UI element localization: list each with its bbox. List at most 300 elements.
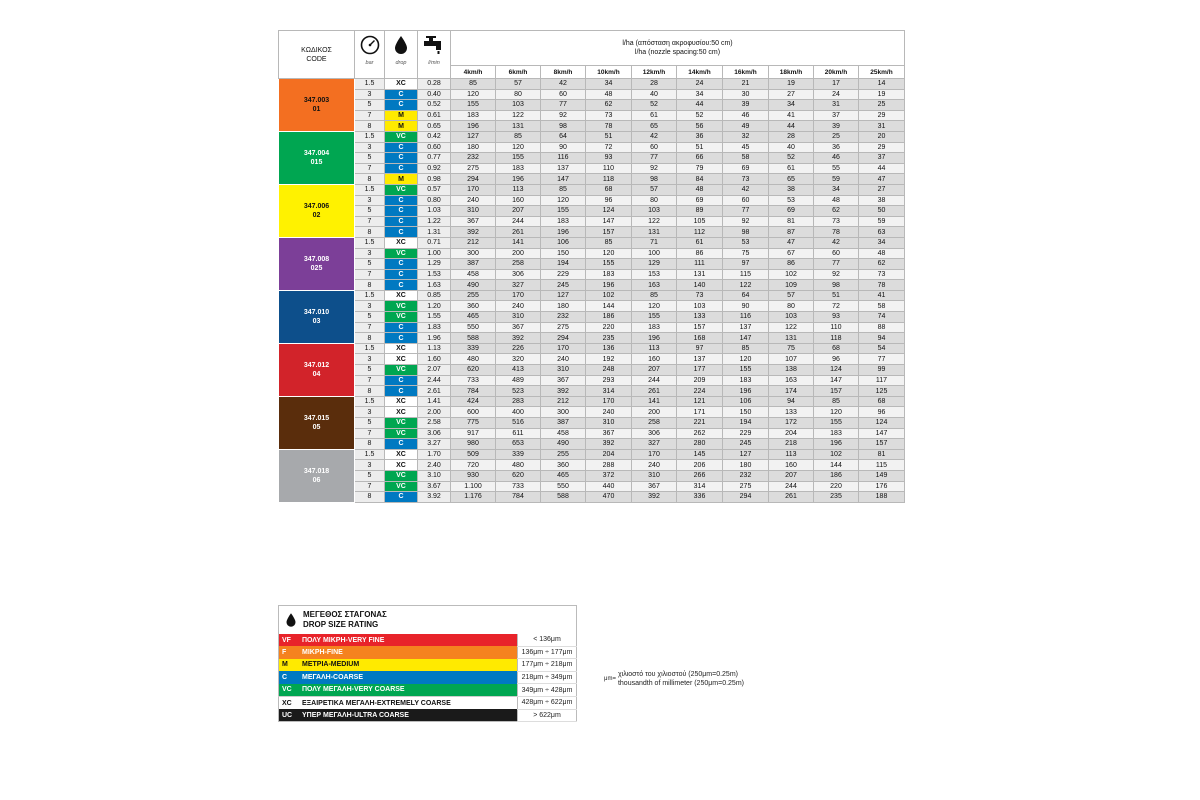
rate-cell: 1.176 [451,492,496,503]
flow-cell: 1.22 [418,216,451,227]
drop-size-cell: XC [385,407,418,418]
pressure-cell: 7 [355,110,385,121]
flow-cell: 0.77 [418,153,451,164]
drop-size-cell: XC [385,449,418,460]
rate-cell: 261 [769,492,814,503]
flow-cell: 0.85 [418,290,451,301]
rate-cell: 46 [723,110,769,121]
rate-cell: 480 [496,460,541,471]
micrometer-note-greek: χιλιοστό του χιλιοστού (250μm=0.25m) [617,671,738,678]
pressure-cell: 3 [355,354,385,365]
rate-cell: 116 [723,312,769,323]
rate-cell: 124 [814,365,859,376]
rate-cell: 183 [632,322,677,333]
rate-cell: 600 [451,407,496,418]
rate-cell: 85 [632,290,677,301]
drop-size-cell: VC [385,470,418,481]
rate-cell: 39 [723,100,769,111]
rate-cell: 206 [677,460,723,471]
pressure-cell: 8 [355,439,385,450]
rate-cell: 42 [814,237,859,248]
rate-cell: 480 [451,354,496,365]
micrometer-note [604,670,744,688]
rate-cell: 65 [769,174,814,185]
rate-cell: 131 [769,333,814,344]
flow-cell: 0.98 [418,174,451,185]
flow-cell: 1.63 [418,280,451,291]
rate-cell: 170 [586,396,632,407]
legend-abbr: M [279,659,300,672]
rate-cell: 61 [677,237,723,248]
rate-cell: 60 [632,142,677,153]
table-row [279,365,905,376]
flow-cell: 0.71 [418,237,451,248]
rate-cell: 310 [632,470,677,481]
rate-cell: 310 [541,365,586,376]
rate-cell: 294 [541,333,586,344]
rate-cell: 177 [677,365,723,376]
rate-cell: 110 [814,322,859,333]
rate-cell: 155 [723,365,769,376]
rate-cell: 27 [769,89,814,100]
drop-size-cell: C [385,100,418,111]
rate-cell: 106 [541,237,586,248]
flow-cell: 0.57 [418,184,451,195]
rate-cell: 244 [632,375,677,386]
rate-cell: 392 [496,333,541,344]
rate-cell: 1.100 [451,481,496,492]
rate-cell: 147 [814,375,859,386]
rate-cell: 255 [451,290,496,301]
rate-cell: 392 [451,227,496,238]
rate-cell: 77 [541,100,586,111]
rate-cell: 240 [451,195,496,206]
rate-cell: 550 [541,481,586,492]
table-row [279,301,905,312]
rate-cell: 192 [586,354,632,365]
rate-cell: 32 [723,131,769,142]
table-row [279,333,905,344]
rate-cell: 36 [814,142,859,153]
pressure-cell: 8 [355,121,385,132]
rate-cell: 392 [586,439,632,450]
rate-cell: 98 [814,280,859,291]
flow-cell: 3.10 [418,470,451,481]
pressure-cell: 8 [355,174,385,185]
rate-cell: 73 [586,110,632,121]
rate-cell: 207 [632,365,677,376]
rate-cell: 465 [451,312,496,323]
rate-cell: 48 [859,248,905,259]
table-row [279,206,905,217]
rate-cell: 57 [496,79,541,90]
rate-cell: 145 [677,449,723,460]
rate-cell: 85 [541,184,586,195]
rate-cell: 121 [677,396,723,407]
flow-cell: 1.29 [418,259,451,270]
rate-cell: 68 [859,396,905,407]
rate-cell: 140 [677,280,723,291]
rate-cell: 235 [586,333,632,344]
rate-cell: 147 [541,174,586,185]
pressure-cell: 3 [355,142,385,153]
rate-cell: 62 [586,100,632,111]
rate-cell: 196 [586,280,632,291]
rate-cell: 28 [769,131,814,142]
pressure-cell: 5 [355,365,385,376]
rate-cell: 25 [859,100,905,111]
rate-cell: 125 [859,386,905,397]
rate-cell: 42 [723,184,769,195]
rate-cell: 41 [859,290,905,301]
drop-size-cell: C [385,195,418,206]
drop-size-cell: VC [385,184,418,195]
rate-cell: 300 [451,248,496,259]
rate-cell: 917 [451,428,496,439]
rate-cell: 470 [586,492,632,503]
rate-cell: 588 [451,333,496,344]
rate-cell: 196 [496,174,541,185]
rate-cell: 137 [723,322,769,333]
rate-cell: 275 [723,481,769,492]
pressure-cell: 3 [355,89,385,100]
rate-cell: 56 [677,121,723,132]
rate-cell: 127 [541,290,586,301]
rate-cell: 183 [541,216,586,227]
rate-cell: 176 [859,481,905,492]
pressure-cell: 3 [355,407,385,418]
rate-cell: 44 [769,121,814,132]
rate-cell: 163 [632,280,677,291]
rate-cell: 168 [677,333,723,344]
rate-cell: 157 [814,386,859,397]
table-row [279,79,905,90]
rate-cell: 170 [632,449,677,460]
rate-cell: 62 [859,259,905,270]
pressure-cell: 5 [355,418,385,429]
rate-cell: 103 [769,312,814,323]
rate-cell: 103 [677,301,723,312]
table-row [279,269,905,280]
table-row [279,407,905,418]
rate-cell: 186 [586,312,632,323]
rate-cell: 88 [859,322,905,333]
rate-cell: 45 [723,142,769,153]
pressure-cell: 3 [355,301,385,312]
rate-cell: 204 [586,449,632,460]
rate-cell: 53 [723,237,769,248]
rate-cell: 34 [586,79,632,90]
rate-cell: 77 [814,259,859,270]
rate-cell: 120 [632,301,677,312]
rate-cell: 127 [723,449,769,460]
rate-cell: 90 [723,301,769,312]
rate-cell: 163 [769,375,814,386]
rate-cell: 92 [632,163,677,174]
rate-cell: 85 [586,237,632,248]
pressure-cell: 1.5 [355,184,385,195]
rate-cell: 78 [859,280,905,291]
pressure-cell: 5 [355,470,385,481]
rate-cell: 73 [859,269,905,280]
pressure-cell: 7 [355,163,385,174]
rate-cell: 103 [632,206,677,217]
rate-cell: 196 [541,227,586,238]
table-row [279,449,905,460]
rate-cell: 106 [723,396,769,407]
rate-cell: 232 [451,153,496,164]
rate-cell: 509 [451,449,496,460]
flow-cell: 0.40 [418,89,451,100]
rate-cell: 720 [451,460,496,471]
rate-cell: 116 [541,153,586,164]
pressure-cell: 7 [355,481,385,492]
rate-cell: 42 [632,131,677,142]
rate-cell: 784 [451,386,496,397]
rate-cell: 229 [541,269,586,280]
drop-size-cell: XC [385,290,418,301]
rate-cell: 112 [677,227,723,238]
rate-cell: 155 [541,206,586,217]
rate-cell: 258 [632,418,677,429]
rate-cell: 387 [451,259,496,270]
rate-cell: 367 [632,481,677,492]
nozzle-flow-table [278,30,905,503]
rate-cell: 183 [723,375,769,386]
pressure-cell: 3 [355,195,385,206]
rate-cell: 75 [723,248,769,259]
rate-cell: 71 [632,237,677,248]
rate-cell: 183 [451,110,496,121]
rate-cell: 19 [859,89,905,100]
nozzle-code-cell: 347.012 04 [279,343,355,396]
rate-cell: 170 [496,290,541,301]
rate-cell: 244 [769,481,814,492]
rate-cell: 122 [496,110,541,121]
rate-cell: 180 [723,460,769,471]
rate-cell: 52 [769,153,814,164]
rate-cell: 280 [677,439,723,450]
rate-cell: 160 [496,195,541,206]
rate-cell: 87 [769,227,814,238]
flow-cell: 1.20 [418,301,451,312]
rate-cell: 73 [677,290,723,301]
table-row [279,216,905,227]
rate-cell: 261 [632,386,677,397]
drop-size-cell: XC [385,343,418,354]
legend-size: 177μm ÷ 218μm [518,659,577,672]
rate-cell: 50 [859,206,905,217]
drop-size-cell: XC [385,460,418,471]
rate-cell: 48 [677,184,723,195]
table-row [279,354,905,365]
rate-cell: 102 [586,290,632,301]
flow-cell: 0.80 [418,195,451,206]
drop-size-cell: M [385,110,418,121]
legend-row [279,709,577,722]
rate-cell: 392 [632,492,677,503]
drop-size-cell: M [385,174,418,185]
drop-size-cell: M [385,121,418,132]
rate-cell: 98 [541,121,586,132]
rate-cell: 67 [769,248,814,259]
rate-cell: 44 [677,100,723,111]
table-row [279,184,905,195]
rate-cell: 28 [632,79,677,90]
legend-name: ΠΟΛΥ ΜΕΓΑΛΗ-VERY COARSE [299,684,518,697]
rate-cell: 147 [723,333,769,344]
rate-cell: 293 [586,375,632,386]
table-row [279,100,905,111]
rate-cell: 20 [859,131,905,142]
rate-cell: 115 [859,460,905,471]
rate-cell: 183 [496,163,541,174]
rate-cell: 153 [632,269,677,280]
rate-cell: 131 [632,227,677,238]
rate-cell: 620 [496,470,541,481]
faucet-icon [422,35,446,55]
rate-cell: 90 [541,142,586,153]
rate-cell: 360 [541,460,586,471]
rate-cell: 172 [769,418,814,429]
pressure-gauge-icon [360,35,380,55]
rate-cell: 58 [859,301,905,312]
rate-cell: 137 [677,354,723,365]
pressure-cell: 8 [355,492,385,503]
drop-size-cell: XC [385,237,418,248]
table-row [279,89,905,100]
legend-row [279,671,577,684]
rate-cell: 147 [859,428,905,439]
rate-cell: 57 [769,290,814,301]
rate-cell: 68 [586,184,632,195]
rate-cell: 196 [632,333,677,344]
rate-cell: 155 [451,100,496,111]
flow-cell: 2.00 [418,407,451,418]
rate-cell: 255 [541,449,586,460]
rate-cell: 59 [859,216,905,227]
rate-cell: 122 [632,216,677,227]
rate-cell: 131 [677,269,723,280]
rate-cell: 160 [769,460,814,471]
rate-cell: 55 [814,163,859,174]
rate-cell: 89 [677,206,723,217]
flow-cell: 2.07 [418,365,451,376]
legend-name: ΜΙΚΡΗ-FINE [299,646,518,659]
rate-cell: 144 [814,460,859,471]
pressure-cell: 7 [355,269,385,280]
rate-cell: 150 [723,407,769,418]
rate-cell: 180 [451,142,496,153]
rate-cell: 31 [859,121,905,132]
flow-cell: 1.41 [418,396,451,407]
drop-icon [285,612,297,628]
rate-cell: 85 [451,79,496,90]
rate-cell: 117 [859,375,905,386]
flow-cell: 2.44 [418,375,451,386]
flow-cell: 2.40 [418,460,451,471]
rate-cell: 226 [496,343,541,354]
legend-row [279,646,577,659]
table-row [279,492,905,503]
rate-cell: 94 [859,333,905,344]
rate-cell: 245 [723,439,769,450]
rate-cell: 372 [586,470,632,481]
rate-cell: 490 [541,439,586,450]
flow-cell: 3.27 [418,439,451,450]
rate-cell: 245 [541,280,586,291]
rate-cell: 62 [814,206,859,217]
rate-cell: 157 [586,227,632,238]
rate-cell: 367 [586,428,632,439]
pressure-cell: 5 [355,259,385,270]
flow-cell: 1.03 [418,206,451,217]
rate-cell: 60 [814,248,859,259]
rate-cell: 74 [859,312,905,323]
rate-cell: 212 [541,396,586,407]
rate-cell: 138 [769,365,814,376]
rate-cell: 58 [723,153,769,164]
legend-size: > 622μm [518,709,577,722]
rate-cell: 200 [632,407,677,418]
rate-cell: 69 [769,206,814,217]
rate-cell: 144 [586,301,632,312]
flow-cell: 0.60 [418,142,451,153]
rate-cell: 115 [723,269,769,280]
rate-cell: 360 [451,301,496,312]
drop-size-cell: C [385,333,418,344]
rate-cell: 294 [723,492,769,503]
pressure-header: bar [355,31,385,79]
rate-cell: 92 [723,216,769,227]
legend-name: ΠΟΛΥ ΜΙΚΡΗ-VERY FINE [299,634,518,646]
speed-header: 4km/h [451,66,496,79]
flow-cell: 0.52 [418,100,451,111]
rate-cell: 294 [451,174,496,185]
flow-cell: 1.60 [418,354,451,365]
rate-cell: 34 [814,184,859,195]
flow-header: l/min [418,31,451,79]
table-row [279,439,905,450]
rate-cell: 367 [451,216,496,227]
rate-cell: 31 [814,100,859,111]
drop-size-cell: VC [385,131,418,142]
drop-size-cell: C [385,322,418,333]
rate-cell: 51 [586,131,632,142]
rate-cell: 229 [723,428,769,439]
pressure-cell: 5 [355,100,385,111]
rate-cell: 306 [496,269,541,280]
rate-cell: 387 [541,418,586,429]
flow-cell: 3.67 [418,481,451,492]
rate-cell: 310 [496,312,541,323]
rate-cell: 489 [496,375,541,386]
legend-name: ΕΞΑΙΡΕΤΙΚΑ ΜΕΓΑΛΗ-EXTREMELY COARSE [299,696,518,709]
drop-size-cell: C [385,280,418,291]
rate-cell: 99 [859,365,905,376]
rate-cell: 367 [541,375,586,386]
pressure-cell: 8 [355,227,385,238]
rate-cell: 232 [541,312,586,323]
rate-cell: 37 [859,153,905,164]
rate-cell: 196 [723,386,769,397]
legend-row [279,634,577,646]
table-row [279,418,905,429]
rate-cell: 19 [769,79,814,90]
pressure-cell: 8 [355,280,385,291]
rate-cell: 523 [496,386,541,397]
rate-cell: 367 [496,322,541,333]
